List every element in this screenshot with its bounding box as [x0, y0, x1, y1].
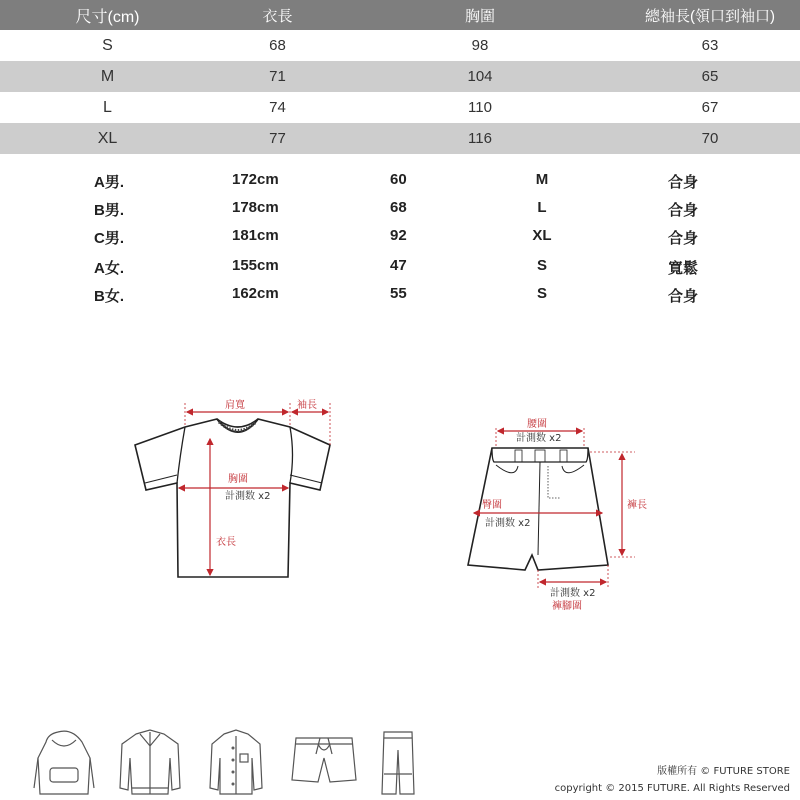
jacket-icon: [120, 730, 180, 794]
header-size: 尺寸(cm): [75, 8, 140, 26]
length-label: 褲長: [627, 500, 647, 511]
hem-label: 褲腳圍: [552, 601, 582, 612]
chest-label: 胸圍: [228, 474, 248, 485]
model-fit: 寬鬆: [668, 260, 699, 277]
model-height: 181cm: [232, 227, 279, 244]
model-name: B女.: [94, 288, 125, 305]
cell-chest: 116: [468, 130, 492, 147]
model-height: 162cm: [232, 285, 279, 302]
shorts-icon: [292, 738, 356, 782]
cell-size: S: [102, 36, 113, 54]
model-height: 155cm: [232, 257, 279, 274]
model-weight: 55: [390, 285, 407, 302]
copyright-footer: [555, 763, 790, 797]
table-row: [0, 61, 800, 92]
header-sleeve: 總袖長(領口到袖口): [645, 7, 775, 25]
model-weight: 60: [390, 171, 407, 188]
cell-length: 68: [269, 37, 286, 54]
header-chest: 胸圍: [464, 7, 495, 25]
waist-note: 計測数 x2: [516, 433, 562, 444]
model-weight: 92: [390, 227, 407, 244]
list-item: [0, 279, 800, 307]
table-row: [0, 30, 800, 61]
cell-sleeve: 70: [701, 130, 719, 147]
table-row: [0, 92, 800, 123]
header-length: 衣長: [262, 7, 293, 25]
cell-size: XL: [97, 129, 118, 147]
cell-chest: 104: [467, 68, 493, 85]
list-item: [0, 221, 800, 249]
table-row: [0, 123, 800, 154]
chest-note: 計測数 x2: [225, 491, 271, 502]
model-size: S: [536, 285, 547, 302]
cell-chest: 110: [468, 99, 492, 116]
length-label: 衣長: [216, 537, 236, 548]
size-chart-table: [0, 0, 800, 154]
category-icons-row: [30, 728, 450, 798]
list-item: [0, 249, 800, 279]
model-name: C男.: [94, 230, 125, 247]
model-fit-table: [0, 165, 800, 307]
list-item: [0, 193, 800, 221]
model-size: M: [535, 171, 549, 188]
shoulder-label: 肩寬: [225, 400, 245, 411]
shorts-measurement-diagram: [460, 410, 660, 620]
cell-sleeve: 65: [701, 68, 719, 85]
cell-size: L: [103, 98, 112, 116]
cell-length: 77: [269, 130, 286, 147]
model-name: B男.: [94, 202, 125, 219]
cell-sleeve: 63: [701, 37, 719, 54]
model-name: A女.: [94, 260, 125, 277]
cell-length: 71: [269, 68, 286, 85]
hip-note: 計測数 x2: [485, 518, 531, 529]
model-size: L: [537, 199, 547, 216]
model-fit: 合身: [668, 230, 699, 247]
cell-chest: 98: [471, 37, 489, 54]
model-name: A男.: [94, 174, 125, 191]
model-height: 178cm: [232, 199, 279, 216]
cell-sleeve: 67: [701, 99, 719, 116]
model-fit: 合身: [668, 288, 699, 305]
list-item: [0, 165, 800, 193]
hip-label: 臀圍: [482, 500, 502, 511]
shirt-icon: [210, 730, 262, 794]
model-size: XL: [532, 227, 552, 244]
pants-icon: [382, 732, 414, 794]
copyright-cn: 版權所有 © FUTURE STORE: [657, 766, 790, 777]
tshirt-measurement-diagram: [130, 395, 340, 585]
model-fit: 合身: [668, 174, 699, 191]
size-chart-header: [0, 0, 800, 30]
copyright-en: copyright © 2015 FUTURE. All Rights Reserved: [554, 783, 790, 794]
hoodie-icon: [34, 731, 94, 794]
waist-label: 腰圍: [527, 419, 547, 430]
model-weight: 68: [390, 199, 407, 216]
model-height: 172cm: [232, 171, 279, 188]
model-size: S: [536, 257, 547, 274]
model-weight: 47: [390, 257, 407, 274]
cell-size: M: [100, 67, 115, 85]
model-fit: 合身: [668, 202, 699, 219]
cell-length: 74: [269, 99, 286, 116]
sleeve-label: 袖長: [297, 400, 317, 411]
hem-note: 計測数 x2: [550, 588, 596, 599]
